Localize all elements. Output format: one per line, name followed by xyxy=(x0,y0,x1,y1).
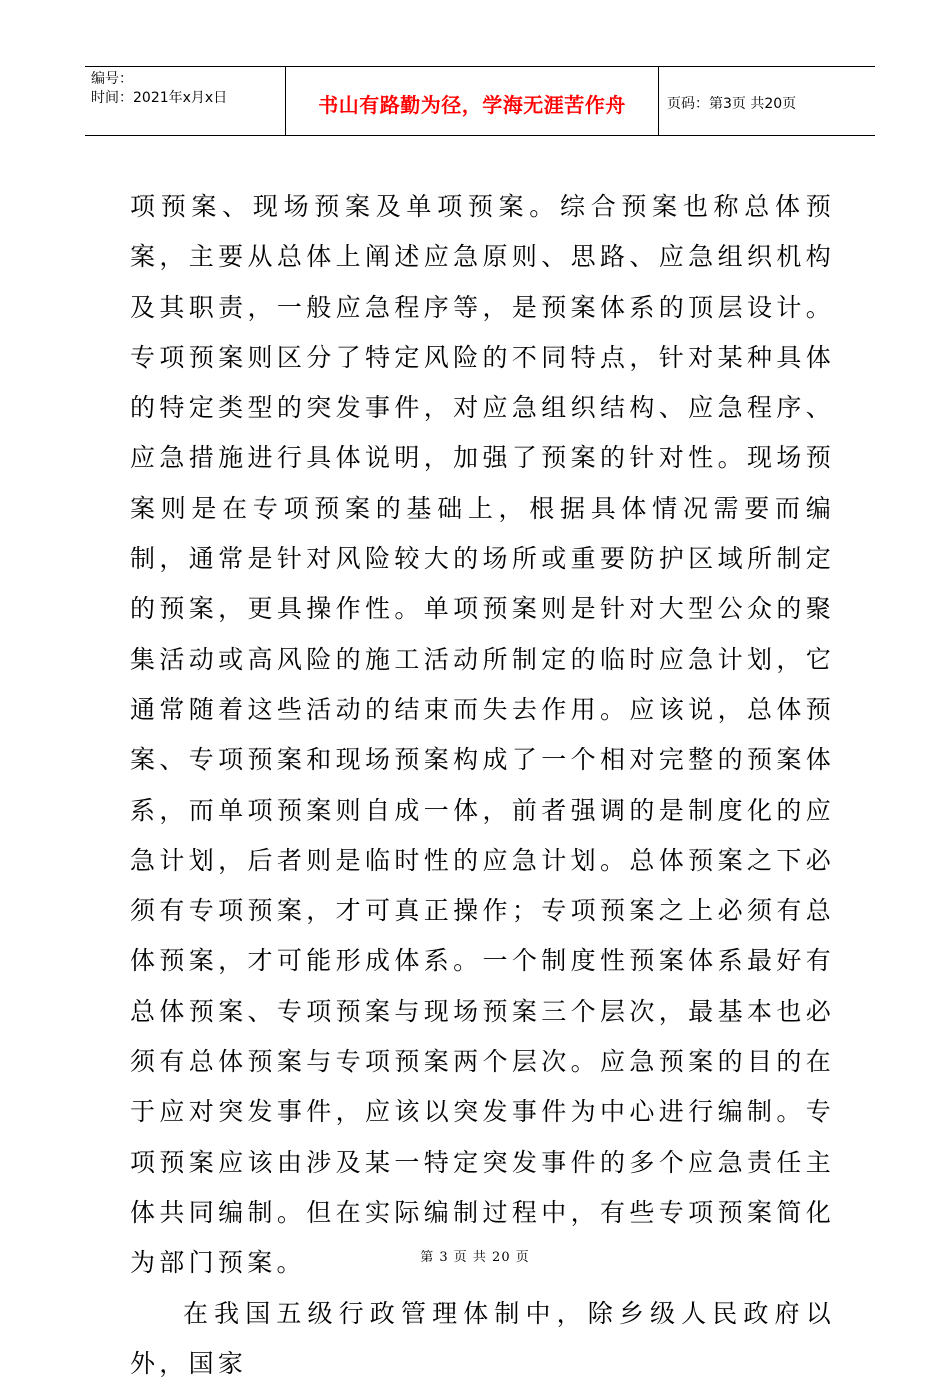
header-meta-cell xyxy=(85,67,286,135)
date-label: 时间：2021年x月x日 xyxy=(91,90,228,106)
document-body xyxy=(130,182,835,1389)
header-motto: 书山有路勤为径，学海无涯苦作舟 xyxy=(286,67,659,135)
serial-label: 编号： xyxy=(91,71,133,87)
page-header xyxy=(85,66,875,136)
page-footer-number: 第 3 页 共 20 页 xyxy=(420,1250,530,1265)
body-paragraph-1: 项预案、现场预案及单项预案。综合预案也称总体预案，主要从总体上阐述应急原则、思路、应急组织机构及其职责，一般应急程序等，是预案体系的顶层设计。专项预案则区分了特定风险的不同特点，针对某种具体的特定类型的突发事件，对应急组织结构、应急程序、应急措施进行具体说明，加强了预案的针对性。现场预案则是在专项预案的基础上，根据具体情况需要而编制，通常是针对风险较大的场所或重要防护区域所制定的预案，更具操作性。单项预案则是针对大型公众的聚集活动或高风险的施工活动所制定的临时应急计划，它通常随着这些活动的结束而失去作用。应该说，总体预案、专项预案和现场预案构成了一个相对完整的预案体系，而单项预案则自成一体，前者强调的是制度化的应急计划，后者则是临时性的应急计划。总体预案之下必须有专项预案，才可真正操作；专项预案之上必须有总体预案，才可能形成体系。一个制度性预案体系最好有总体预案、专项预案与现场预案三个层次，最基本也必须有总体预案与专项预案两个层次。应急预案的目的在于应对突发事件，应该以突发事件为中心进行编制。专项预案应该由涉及某一特定突发事件的多个应急责任主体共同编制。但在实际编制过程中，有些专项预案简化为部门预案。 xyxy=(130,192,835,1278)
body-paragraph-2: 在我国五级行政管理体制中，除乡级人民政府以外，国家 xyxy=(130,1298,835,1378)
header-page-label: 页码：第3页 共20页 xyxy=(667,96,797,112)
